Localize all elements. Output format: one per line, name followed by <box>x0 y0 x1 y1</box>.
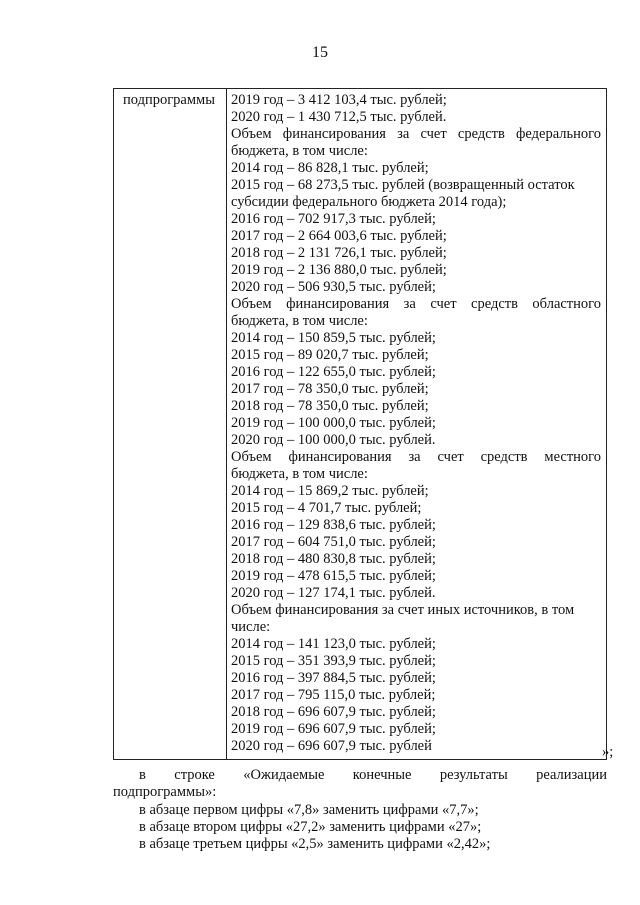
financing-line: 2019 год – 2 136 880,0 тыс. рублей; <box>231 262 447 278</box>
financing-line: субсидии федерального бюджета 2014 года); <box>231 194 507 210</box>
financing-line: 2016 год – 397 884,5 тыс. рублей; <box>231 670 436 686</box>
financing-line: 2017 год – 78 350,0 тыс. рублей; <box>231 381 429 397</box>
paragraph-line: подпрограммы»: <box>113 784 217 800</box>
financing-line: 2016 год – 122 655,0 тыс. рублей; <box>231 364 436 380</box>
financing-line: 2014 год – 150 859,5 тыс. рублей; <box>231 330 436 346</box>
financing-line: 2017 год – 795 115,0 тыс. рублей; <box>231 687 436 703</box>
page-number: 15 <box>312 44 328 61</box>
amendment-item: в абзаце первом цифры «7,8» заменить цифрами «7,7»; <box>139 802 479 818</box>
financing-line: числе: <box>231 619 271 635</box>
financing-line: 2019 год – 478 615,5 тыс. рублей; <box>231 568 436 584</box>
financing-line: 2015 год – 89 020,7 тыс. рублей; <box>231 347 429 363</box>
financing-line: бюджета, в том числе: <box>231 143 368 159</box>
financing-line: 2019 год – 100 000,0 тыс. рублей; <box>231 415 436 431</box>
financing-line: 2020 год – 506 930,5 тыс. рублей; <box>231 279 436 295</box>
financing-line: 2015 год – 351 393,9 тыс. рублей; <box>231 653 436 669</box>
financing-line: 2015 год – 68 273,5 тыс. рублей (возвращенный остаток <box>231 177 575 193</box>
table-financing-cell <box>231 92 601 755</box>
financing-line: 2018 год – 480 830,8 тыс. рублей; <box>231 551 436 567</box>
financing-line: 2020 год – 100 000,0 тыс. рублей. <box>231 432 436 448</box>
financing-line: 2019 год – 696 607,9 тыс. рублей; <box>231 721 436 737</box>
financing-line: бюджета, в том числе: <box>231 313 368 329</box>
financing-line: бюджета, в том числе: <box>231 466 368 482</box>
financing-table <box>113 88 607 760</box>
financing-line: 2018 год – 78 350,0 тыс. рублей; <box>231 398 429 414</box>
financing-line: 2019 год – 3 412 103,4 тыс. рублей; <box>231 92 447 108</box>
paragraph-line: в строке «Ожидаемые конечные результаты реализации <box>139 767 607 783</box>
financing-line: 2016 год – 129 838,6 тыс. рублей; <box>231 517 436 533</box>
amendment-item: в абзаце втором цифры «27,2» заменить цифрами «27»; <box>139 819 482 835</box>
financing-line: 2014 год – 86 828,1 тыс. рублей; <box>231 160 429 176</box>
amendment-item: в абзаце третьем цифры «2,5» заменить цифрами «2,42»; <box>139 836 491 852</box>
financing-line: 2020 год – 1 430 712,5 тыс. рублей. <box>231 109 447 125</box>
financing-line: Объем финансирования за счет средств местного <box>231 449 601 465</box>
financing-line: 2014 год – 15 869,2 тыс. рублей; <box>231 483 429 499</box>
financing-line: 2017 год – 2 664 003,6 тыс. рублей; <box>231 228 447 244</box>
financing-line: 2017 год – 604 751,0 тыс. рублей; <box>231 534 436 550</box>
financing-line: 2018 год – 2 131 726,1 тыс. рублей; <box>231 245 447 261</box>
financing-line: 2014 год – 141 123,0 тыс. рублей; <box>231 636 436 652</box>
financing-line: Объем финансирования за счет средств областного <box>231 296 601 312</box>
financing-line: 2018 год – 696 607,9 тыс. рублей; <box>231 704 436 720</box>
financing-line: 2016 год – 702 917,3 тыс. рублей; <box>231 211 436 227</box>
financing-line: 2020 год – 696 607,9 тыс. рублей <box>231 738 432 754</box>
financing-line: 2015 год – 4 701,7 тыс. рублей; <box>231 500 422 516</box>
amendment-paragraph <box>113 767 607 801</box>
table-row-label: подпрограммы <box>123 92 215 108</box>
financing-line: Объем финансирования за счет средств федерального <box>231 126 601 142</box>
closing-quote: »; <box>602 744 614 760</box>
financing-line: 2020 год – 127 174,1 тыс. рублей. <box>231 585 436 601</box>
financing-line: Объем финансирования за счет иных источников, в том <box>231 602 575 618</box>
table-column-divider <box>226 89 227 759</box>
